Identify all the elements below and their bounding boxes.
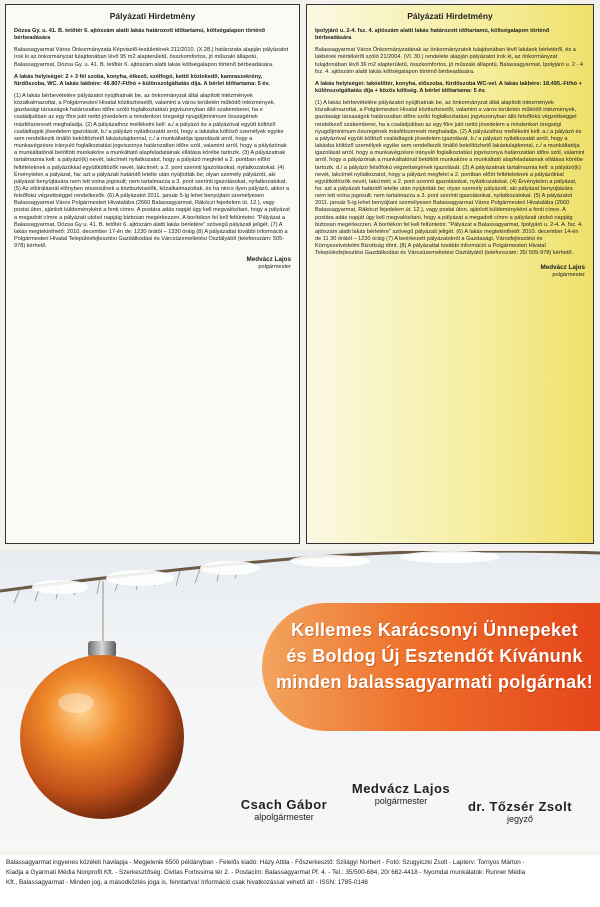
christmas-card — [0, 551, 600, 851]
signer-role: polgármester — [552, 271, 585, 278]
greeting-line-2: és Boldog Új Esztendőt Kívánunk — [286, 646, 583, 666]
notice-left — [5, 4, 300, 544]
footer-line-1: Balassagyarmat ingyenes közéleti havilapja - Megjelenik 6500 példányban - Felelős kiadó: Házy Attila - Főszerkesztő: Szilágyi Norbert - Fotó: Szugyiczki Zsolt - Lapterv: Tornyos Márton - — [6, 859, 525, 866]
notice-right-title: Pályázati Hirdetmény — [407, 11, 493, 21]
notice-right — [306, 4, 594, 544]
notice-right-signature — [315, 264, 585, 279]
signer-role: polgármester — [258, 264, 291, 271]
greeting-line-3: minden balassagyarmati polgárnak! — [276, 672, 593, 692]
notice-left-lead: Dózsa Gy. u. 41. B. tetőtér 6. ajtószám alatti lakás határozott időtartamú, költségalapon történő bérbeadására — [14, 27, 266, 42]
signer-notary — [450, 799, 590, 824]
notice-left-intro: Balassagyarmat Város Önkormányzata Képviselő-testületének 211/2010. (X.28.) határozata alapján pályázatot írok ki az önkormányzat tulajdonában lévő 95 m2 alapterületű, összkomfortos, jó műszaki állapotú, Balassagyarmat, Dózsa Gy. u. 41. B. tetőtér 6. ajtószám alatti lakás költségalapon történő bérbeadására. — [14, 47, 289, 68]
notice-left-facts: A lakás helyiségei: 2 + 3 fél szoba, konyha, étkező, szélfogó, kettő közlekedő, kamraszekrény, fürdőszoba, WC. A lakás lakbére: 48.807-Ft/hó + különszolgáltatás díja. A bérlet időtartama: 5 év. — [14, 73, 270, 87]
footer-imprint — [0, 855, 600, 907]
notice-left-body: (1) A lakás bérbevételére pályázatot nyújthatnak be, az önkormányzat által alapított intézmények közalkalmazottai, a Polgármesteri Hivatal köztisztviselői, valamint a város területén működő intézmények, gazdasági társaságok határozatlan időre szóló foglalkoztatású jogviszonyban álló szakemberei, ha e családjukban az egy főre jutó nettó jövedelem a mindenkori öregségi nyugdíjminimum összegének másfélszeresét meghaladja. (2) A pályázathoz mellékelni kell: a./ a pályázó és a pályázóval együtt költöző családtagok jövedelem igazolását, b./ a pályázó nyilatkozatát arról, hogy a lakásba költöző személyek egyike sem rendelkezik önálló beköltözhető lakástulajdonnal, c./ a munkáltatója igazolását arról, hogy a munkavégzésre irányuló foglalkoztatási jogviszonya határozatlan időre szól, valamint arról, hogy a pályázónak a munkáltatónál betöltött munkaköre a munkáltató alapfeladatainak ellátása körébe tartozik. (3) A pályázatnak tartalmaznia kell: a pályázó(k) nevét, lakcímét nyilatkozatot, hogy a pályázó megfelel a 2. pontban előírt feltételeknek a pályázókkal együttköltözők nevét, lakcímét; a 2. pont szerinti igazolásokat, nyilatkozatokat. (4) Érvénytelen a pályázat, ha: azt a pályázati határidő letelte után nyújtották be; olyan személy pályázott, aki pályázat benyújtására nem lett volna jogosult; nem tartalmazza a 3. pont szerinti igazolásokat, nyilatkozatokat. (5) Az elbírálásnál előnyben részesülnek a köztisztviselők, közalkalmazottak, és ha nincs ilyen pályázó, akkor a felsőfokú végzettséggel rendelkezők. (6) A pályázatot 2011. január 5-ig lehet benyújtani személyesen Balassagyarmat Város Polgármesteri Hivatalába (2660 Balassagyarmat, Rákóczi fejedelem út. 12.), vagy postai úton, ajánlott küldeményként a fenti címre. A postára adás napját úgy kell megvalósítani, hogy a pályázat a megadott címre a pályázati utolsó napjáig biztosan megérkezzen. A borítékon fel kell feltüntetni: "Pályázat a Balassagyarmat, Dózsa Gy u. 41. B. tetőtér 6. ajtószám alatti lakás bérletére" szövegű pályázati jeligét. (7) A lakás megtekinthető: 2010. december 17-én de: 1230 órától – 1330 óráig (8) A pályázattal további információ a Polgármesteri Hivatal Településfejlesztési Gazdálkodási és Várcsüzemeltetési Osztályától (telefonszám: 505-978) kérhető. — [14, 92, 290, 250]
signer-deputy-mayor — [224, 797, 344, 822]
signer-role: polgármester — [374, 796, 428, 806]
signer-role: alpolgármester — [254, 812, 314, 822]
footer-line-3: Kft., Balassagyarmat - Minden jog, a másodközlés joga is, fenntartva! Információ csak hivatkozással vehető át! - ISSN: 1785-0148 — [6, 879, 368, 886]
footer-line-2: Kiadja a Gyarmati Média Nonprofit Kft. - Szerkesztőség: Civitas Fortissima tér 2. - Postacím: Balassagyarmat Pf. 4. - Tel.: 35/500-684, 20/ 662-4418 - Nyomdai munkálatok: Runner Média — [6, 869, 526, 876]
signer-name: Medvácz Lajos — [351, 781, 451, 796]
notice-left-signature — [14, 256, 291, 271]
notice-right-intro: Balassagyarmat Város Önkormányzatának az önkormányzatok tulajdonában lévő lakások bérletéről, és a lakbérek mértékéről szóló 21/2004. (VI. 30.) rendelete alapján pályázatot írok ki, az önkormányzat tulajdonában lévő 36 m2 alapterületű, összkomfortos, jó műszaki állapotú, Balassagyarmat, Ipolyjáró u. 2 - 4 fsz. 4. ajtószám alatti lakás költségalapon történő bérbeadására. — [315, 47, 584, 75]
notice-right-body: (1) A lakás bérbevételére pályázatot nyújthatnak be, az önkormányzat által alapított intézmények közalkalmazottai, a Polgármesteri Hivatal köztisztviselői, valamint a város területén működő intézmények, gazdasági társaságok határozatlan időre szóló foglalkoztatású jogviszonyban álló felsőfokú végzettséggel rendelkező szakemberei, ha a családjukban az egy főre jutó nettó jövedelem a mindenkori öregségi nyugdíjminimum összegének másfélszeresét meghaladja. (2) A pályázathoz mellékelni kell: a./ a pályázó és a pályázóval együtt költöző családtagok jövedelem igazolását, b./ a pályázó nyilatkozatát arról, hogy a lakásba költöző személyek egyike sem rendelkezik önálló beköltözhető lakástulajdonnal, c./ a munkáltatója igazolását arról, hogy a munkavégzésre irányuló foglalkoztatási jogviszonya határozatlan időre szól, valamint arról, hogy a pályázónak a munkáltatónál betöltött munkaköre a munkáltató alapfeladatainak ellátása körébe tartozik. d./ a pályázó felsőfokú végzettségének igazolását. (3) A pályázatnak tartalmaznia kell: a pályázó(k) nevét, lakcímét nyilatkozatot, hogy a pályázó megfelel a 2. pontban előírt feltételeknek a pályázókkal együttköltözők nevét, lakcímét; a 2. pont szerinti igazolásokat, nyilatkozatokat. (4) Érvénytelen a pályázat, ha: azt a pályázati határidő letelte után nyújtották be; olyan személy pályázott, aki pályázat benyújtására nem lett volna jogosult; nem tartalmazza a 3. pont szerinti igazolásokat, nyilatkozatokat. (5) A pályázatot 2011. január 5-ig lehet benyújtani személyesen Balassagyarmat Város Polgármesteri Hivatalába (2660 Balassagyarmat, Rákóczi fejedelem út. 12.), vagy postai úton, ajánlott küldeményként a fenti címre. A postára adás napját úgy kell megvalósítani, hogy a pályázat a megadott címre a pályázati utolsó napjáig biztosan megérkezzen. A borítékon fel kell feltüntetni: "Pályázat a Balassagyarmat, Ipolyjáró u. 2-4. A. fsz. 4. ajtószám alatti lakás bérletére" szövegű pályázati jeligét. (6) A lakás megtekinthető: 2010. december 14-én de 11 30 órától – 1230 óráig (7) A beérkezett pályázatokról a Gazdasági, Városfejlesztési és Környezetvédelmi Bizottság dönt. (8) A pályázattal további információ a Polgármesteri Hivatal Településfejlesztési Gazdálkodási és Városüzemeltetési Osztályától (telefonszám: 35/ 505-978) kérhető. — [315, 100, 585, 257]
notice-right-lead: Ipolyjáró u. 2-4. fsz. 4. ajtószám alatti lakás határozott időtartamú, költségalapon történő bérbeadására — [315, 27, 550, 42]
signer-mayor — [336, 781, 466, 806]
greeting-text — [272, 617, 597, 695]
notice-right-facts: A lakás helyiségei: lakóelőtér, konyha, előszoba, fürdőszoba WC-vel. A lakás lakbére: 18.495.-Ft/hó + különszolgáltatás díja + közös költség. A bérlet időtartama: 5 év. — [315, 80, 582, 94]
signer-role: jegyző — [506, 814, 533, 824]
greeting-line-1: Kellemes Karácsonyi Ünnepeket — [291, 620, 578, 640]
notice-left-title: Pályázati Hirdetmény — [109, 11, 196, 21]
signer-name: Csach Gábor — [240, 797, 328, 812]
signer-name: Medvácz Lajos — [246, 256, 291, 264]
signer-name: dr. Tőzsér Zsolt — [467, 799, 573, 814]
signer-name: Medvácz Lajos — [540, 263, 585, 271]
christmas-ornament-image — [14, 619, 214, 819]
